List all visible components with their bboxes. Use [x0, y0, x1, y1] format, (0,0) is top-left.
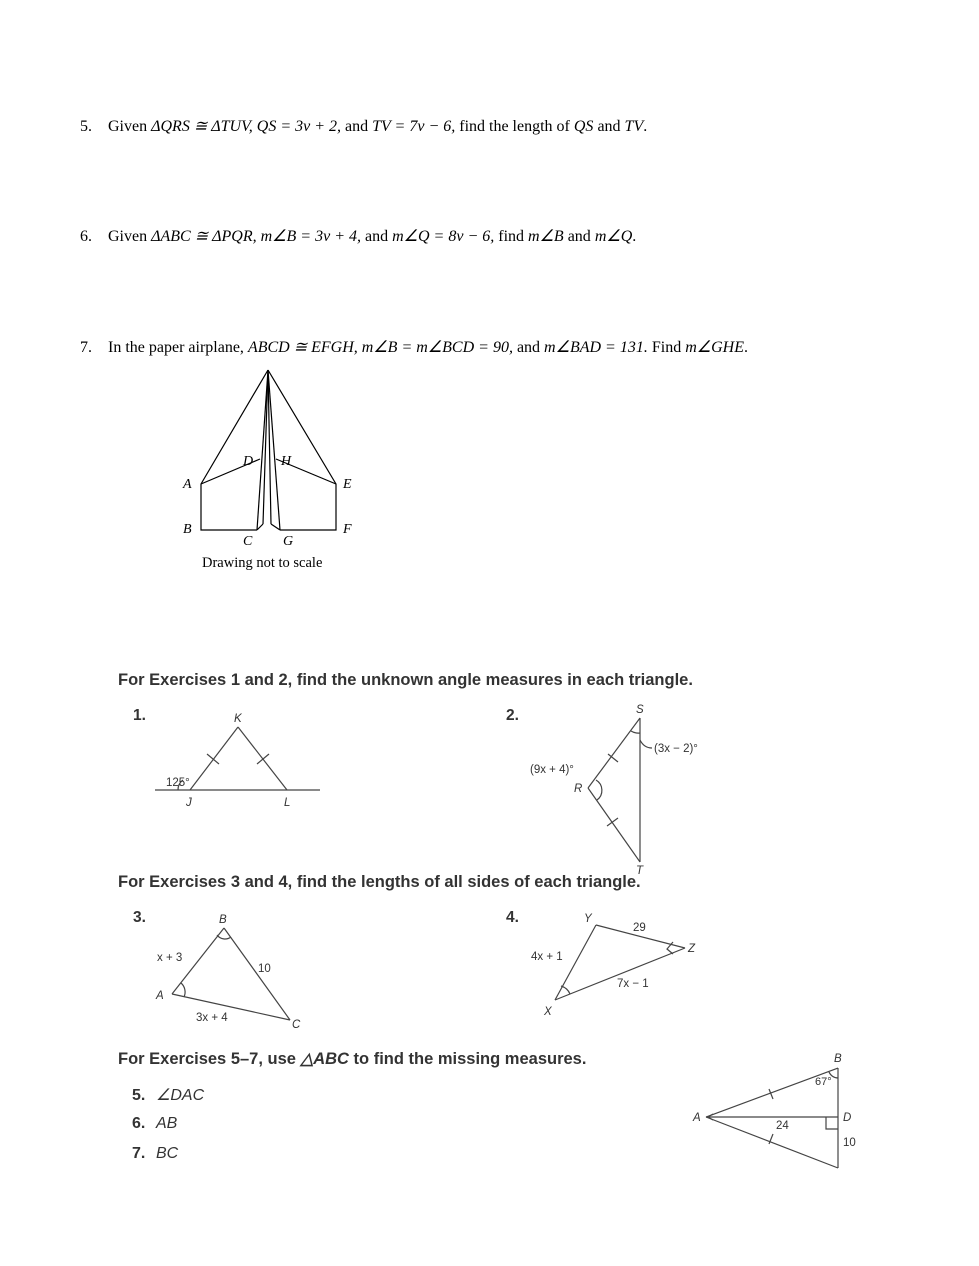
vertex-label-R: R	[574, 783, 583, 795]
math-expression: ΔQRS ≅ ΔTUV, QS = 3v + 2,	[151, 118, 342, 135]
section-heading: For Exercises 1 and 2, find the unknown angle measures in each triangle.	[118, 671, 693, 689]
exercise-number: 6.	[132, 1115, 146, 1132]
label-E: E	[343, 477, 352, 492]
tick-mark	[607, 818, 618, 826]
angle-label: 67°	[815, 1076, 832, 1088]
side-label: 29	[633, 922, 646, 934]
vertex-label-B: B	[219, 914, 227, 926]
problem-7: 7. In the paper airplane, ABCD ≅ EFGH, m∠B = m∠BCD = 90, and m∠BAD = 131. Find m∠GHE.	[80, 339, 748, 356]
side-label: 24	[776, 1120, 789, 1132]
math-expression: TV = 7v − 6,	[372, 118, 456, 135]
angle-label: (9x + 4)°	[530, 764, 574, 776]
tick-mark	[207, 754, 219, 764]
problem-6: 6. Given ΔABC ≅ ΔPQR, m∠B = 3v + 4, and m∠Q = 8v − 6, find m∠B and m∠Q.	[80, 228, 637, 245]
section-heading: For Exercises 3 and 4, find the lengths of all sides of each triangle.	[118, 873, 641, 891]
label-B: B	[183, 522, 192, 537]
side-label: 3x + 4	[196, 1012, 228, 1024]
label-G: G	[283, 534, 294, 549]
exercise-number: 3.	[133, 909, 146, 926]
vertex-label-A: A	[693, 1112, 701, 1124]
vertex-label-J: J	[186, 797, 192, 809]
section-heading: For Exercises 5–7, use △ABC to find the missing measures.	[118, 1050, 587, 1068]
problem-number: 7.	[80, 339, 92, 356]
angle-label: 125°	[166, 777, 190, 789]
label-H: H	[281, 454, 292, 469]
triangle-ABC	[172, 928, 290, 1020]
vertex-label-C: C	[292, 1019, 301, 1031]
side-label: 10	[258, 963, 271, 975]
math-expression: ABCD ≅ EFGH, m∠B = m∠BCD = 90,	[247, 339, 513, 356]
math-expression: ΔABC ≅ ΔPQR, m∠B = 3v + 4,	[151, 228, 361, 245]
side-label: 4x + 1	[531, 951, 563, 963]
vertex-label-D: D	[843, 1112, 852, 1124]
side-label: 10	[843, 1137, 856, 1149]
exercise-number: 4.	[506, 909, 519, 926]
exercise-item: 7. BC	[132, 1145, 179, 1162]
math-expression: m∠Q = 8v − 6,	[392, 228, 495, 245]
problem-5: 5. Given ΔQRS ≅ ΔTUV, QS = 3v + 2, and TV = 7v − 6, find the length of QS and TV.	[80, 118, 648, 135]
right-angle-mark	[826, 1117, 838, 1129]
vertex-label-L: L	[284, 797, 291, 809]
label-D: D	[243, 454, 254, 469]
side-label: 7x − 1	[617, 978, 649, 990]
problem-number: 5.	[80, 118, 92, 135]
triangle-symbol: △ABC	[300, 1050, 349, 1068]
vertex-label-A: A	[156, 990, 164, 1002]
exercise-item: 6. AB	[132, 1115, 178, 1132]
vertex-label-Y: Y	[584, 913, 592, 925]
math-expression: m∠BAD = 131.	[544, 339, 648, 356]
angle-arc	[596, 780, 602, 800]
exercise-number: 7.	[132, 1145, 146, 1162]
exercise-number: 5.	[132, 1087, 146, 1104]
exercise-number: 1.	[133, 707, 146, 724]
label-C: C	[243, 534, 253, 549]
angle-arc	[181, 983, 185, 997]
tick-mark	[257, 754, 269, 764]
figure-caption: Drawing not to scale	[202, 555, 323, 571]
exercise-number: 2.	[506, 707, 519, 724]
leader-line	[640, 740, 652, 748]
side-label: x + 3	[157, 952, 183, 964]
angle-label: (3x − 2)°	[654, 743, 698, 755]
vertex-label-K: K	[234, 713, 242, 725]
label-F: F	[343, 522, 352, 537]
problem-number: 6.	[80, 228, 92, 245]
vertex-label-X: X	[544, 1006, 552, 1018]
label-A: A	[183, 477, 192, 492]
vertex-label-B: B	[834, 1053, 842, 1065]
vertex-label-T: T	[636, 865, 644, 877]
vertex-label-Z: Z	[688, 943, 696, 955]
triangle-RST	[588, 718, 652, 862]
exercise-item: 5. ∠DAC	[132, 1087, 205, 1104]
angle-arc	[631, 731, 640, 733]
vertex-label-S: S	[636, 704, 644, 716]
